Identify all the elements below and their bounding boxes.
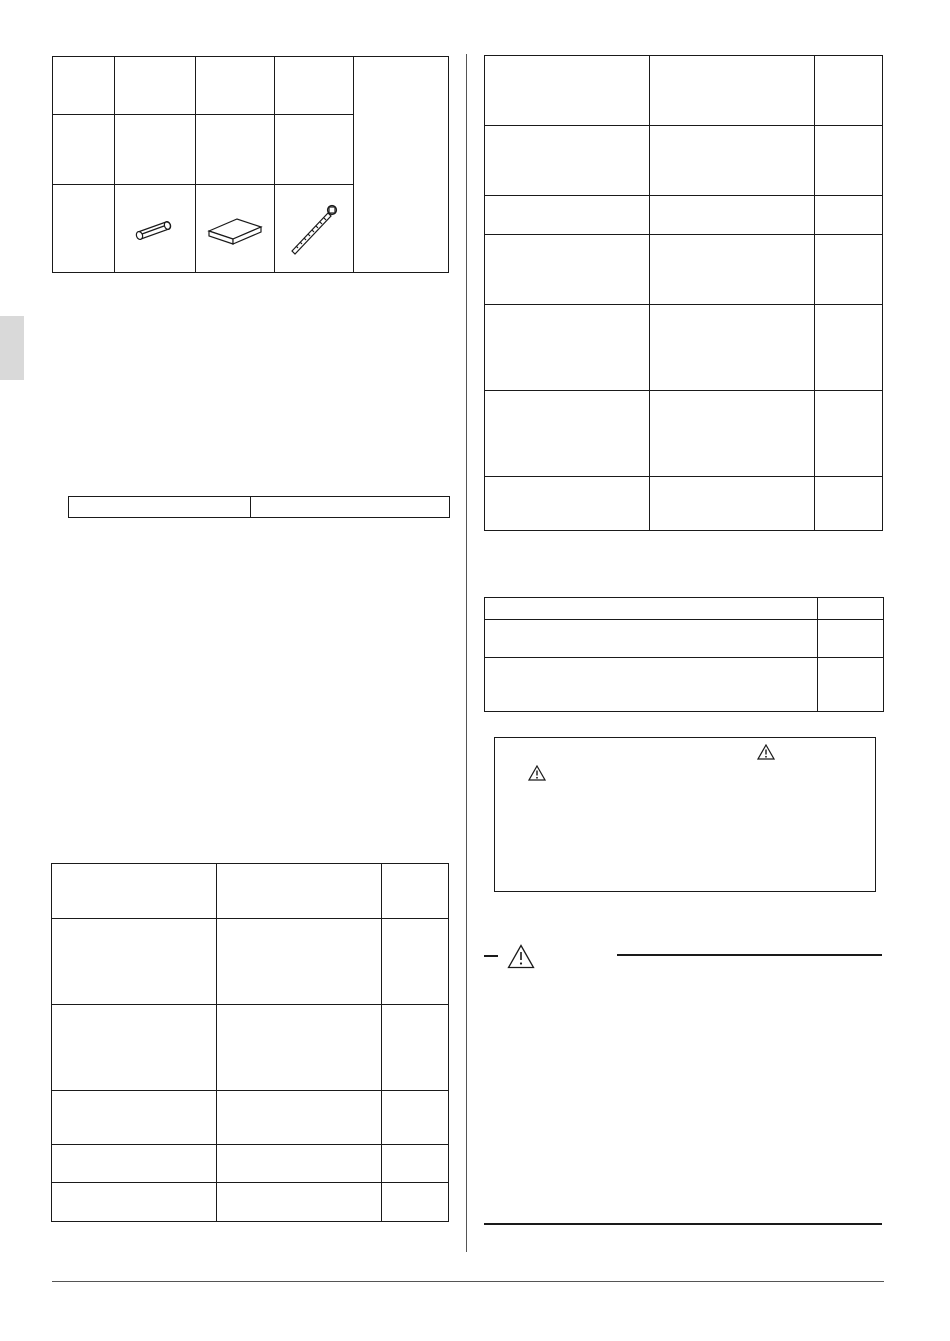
table-cell (815, 391, 883, 477)
table-cell (382, 1005, 449, 1091)
cable-tie-icon (282, 199, 346, 259)
table-cell (52, 1005, 217, 1091)
table-cell (815, 305, 883, 391)
table-cell (485, 126, 650, 196)
table-cell (52, 864, 217, 919)
table-cell (485, 56, 650, 126)
table-cell (485, 620, 818, 658)
table-cell (485, 305, 650, 391)
table-cell (815, 56, 883, 126)
table-cell (53, 57, 115, 115)
roll-icon (130, 214, 180, 244)
table-cell (818, 658, 884, 712)
table-cell (650, 235, 815, 305)
table-cell (275, 185, 354, 273)
right-two-col-table (484, 597, 884, 712)
table-cell (217, 1145, 382, 1183)
table-cell (650, 305, 815, 391)
table-cell (115, 115, 196, 185)
table-cell (275, 115, 354, 185)
table-cell (815, 477, 883, 531)
table-cell (217, 1091, 382, 1145)
table-cell (217, 1183, 382, 1222)
table-cell (115, 185, 196, 273)
warning-box (494, 737, 876, 892)
table-cell (275, 57, 354, 115)
table-cell (650, 56, 815, 126)
warning-triangle-icon (528, 765, 546, 781)
table-cell (382, 864, 449, 919)
table-cell (115, 57, 196, 115)
warning-triangle-icon (507, 944, 535, 969)
table-cell (196, 115, 275, 185)
table-cell (818, 620, 884, 658)
table-cell (196, 57, 275, 115)
caution-section-end-rule (484, 1223, 882, 1225)
table-cell (485, 477, 650, 531)
table-cell (382, 1145, 449, 1183)
table-cell (251, 497, 450, 518)
table-cell (650, 477, 815, 531)
table-cell-remarks (354, 57, 449, 273)
table-cell (382, 1091, 449, 1145)
table-cell (52, 1091, 217, 1145)
table-cell (217, 919, 382, 1005)
table-cell (485, 391, 650, 477)
side-tab-marker (0, 316, 24, 380)
table-cell (650, 391, 815, 477)
small-info-table (68, 496, 450, 518)
caution-heading-rule (617, 954, 882, 956)
table-cell (53, 115, 115, 185)
table-cell (52, 1183, 217, 1222)
footer-rule (52, 1281, 884, 1282)
table-cell (196, 185, 275, 273)
caution-dash (484, 955, 498, 957)
column-divider (466, 54, 467, 1252)
accessories-table (52, 56, 449, 273)
table-cell (815, 126, 883, 196)
pad-icon (203, 209, 267, 249)
warning-triangle-icon (757, 744, 775, 760)
table-cell (815, 196, 883, 235)
table-cell (382, 1183, 449, 1222)
table-cell (485, 196, 650, 235)
table-cell (650, 196, 815, 235)
table-cell (650, 126, 815, 196)
table-cell (485, 598, 818, 620)
left-spec-table (51, 863, 449, 1222)
table-cell (217, 864, 382, 919)
table-cell (485, 658, 818, 712)
table-cell (217, 1005, 382, 1091)
table-cell (53, 185, 115, 273)
table-cell (69, 497, 251, 518)
table-cell (818, 598, 884, 620)
table-cell (52, 919, 217, 1005)
table-cell (485, 235, 650, 305)
table-cell (815, 235, 883, 305)
table-cell (52, 1145, 217, 1183)
table-cell (382, 919, 449, 1005)
right-spec-table (484, 55, 883, 531)
